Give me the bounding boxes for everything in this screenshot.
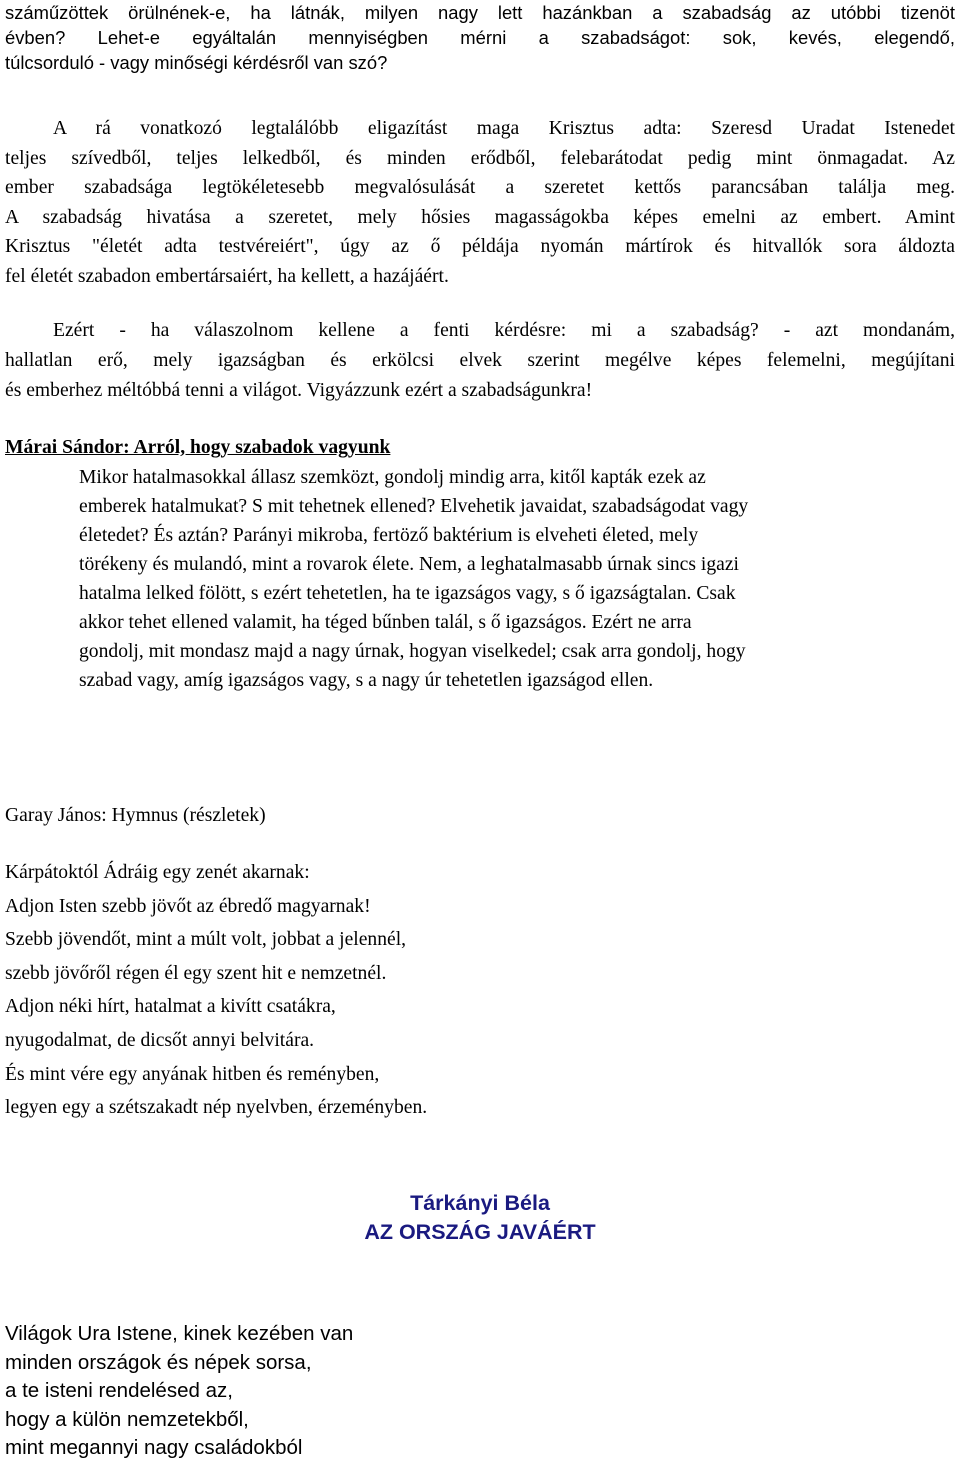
paragraph-line: hallatlan erő, mely igazságban és erkölcsi elvek szerint megélve képes felemelni, megújítani <box>5 350 955 371</box>
quote-line: törékeny és mulandó, mint a rovarok élete. Nem, a leghatalmasabb úrnak sincs igazi <box>79 554 739 575</box>
tarkanyi-title <box>0 1189 960 1247</box>
quote-line: szabad vagy, amíg igazságos vagy, s a nagy úr tehetetlen igazságod ellen. <box>79 670 654 691</box>
poem-line: És mint vére egy anyának hitben és reményben, <box>5 1063 380 1085</box>
garay-heading: Garay János: Hymnus (részletek) <box>5 805 266 826</box>
prayer-line: Világok Ura Istene, kinek kezében van <box>5 1322 354 1345</box>
prayer-line: hogy a külön nemzetekből, <box>5 1407 249 1431</box>
intro-line: száműzöttek örülnének-e, ha látnák, milyen nagy lett hazánkban a szabadság az utóbbi tizenöt <box>5 2 955 23</box>
prayer-line: minden országok és népek sorsa, <box>5 1350 312 1374</box>
paragraph-line: ember szabadsága legtökéletesebb megvalósulását a szeretet kettős parancsában találja meg. <box>5 177 955 198</box>
tarkanyi-author: Tárkányi Béla <box>410 1191 550 1215</box>
quote-line: hatalma lelked fölött, s ezért tehetetlen, ha te igazságos vagy, s ő igazságtalan. Csak <box>79 583 736 604</box>
poem-line: szebb jövőről régen él egy szent hit e nemzetnél. <box>5 962 387 984</box>
quote-line: gondolj, mit mondasz majd a nagy úrnak, hogyan viselkedel; csak arra gondolj, hogy <box>79 641 746 662</box>
poem-line: Szebb jövendőt, mint a múlt volt, jobbat a jelennél, <box>5 929 407 951</box>
paragraph-ezert <box>5 316 955 406</box>
poem-line: Adjon Isten szebb jövőt az ébredő magyarnak! <box>5 895 371 917</box>
quote-line: akkor tehet ellened valamit, ha téged bűnben talál, s ő igazságos. Ezért ne arra <box>79 612 692 633</box>
poem-line: Kárpátoktól Ádráig egy zenét akarnak: <box>5 862 310 883</box>
poem-line: nyugodalmat, de dicsőt annyi belvitára. <box>5 1029 315 1051</box>
quote-line: Mikor hatalmasokkal állasz szemközt, gondolj mindig arra, kitől kapták ezek az <box>79 467 706 488</box>
paragraph-krisztus <box>5 114 955 291</box>
paragraph-line: A rá vonatkozó legtalálóbb eligazítást maga Krisztus adta: Szeresd Uradat Istenedet <box>53 118 955 139</box>
garay-poem <box>5 856 955 1125</box>
prayer-line: mint megannyi nagy családokból <box>5 1436 303 1460</box>
tarkanyi-title-text: AZ ORSZÁG JAVÁÉRT <box>364 1220 596 1244</box>
marai-heading: Márai Sándor: Arról, hogy szabadok vagyunk <box>5 437 391 458</box>
quote-line: életedet? És aztán? Parányi mikroba, fertöző baktérium is elveheti életed, mely <box>79 525 699 546</box>
paragraph-line: és emberhez méltóbbá tenni a világot. Vigyázzunk ezért a szabadságunkra! <box>5 380 593 401</box>
paragraph-line: Krisztus "életét adta testvéreiért", úgy az ő példája nyomán mártírok és hitvallók sora áldozta <box>5 236 955 257</box>
paragraph-line: fel életét szabadon embertársaiért, ha kellett, a hazájáért. <box>5 265 449 287</box>
paragraph-line: Ezért - ha válaszolnom kellene a fenti kérdésre: mi a szabadság? - azt mondanám, <box>53 320 955 341</box>
intro-paragraph <box>5 0 955 75</box>
quote-line: emberek hatalmukat? S mit tehetnek ellened? Elvehetik javaidat, szabadságodat vagy <box>79 496 749 517</box>
paragraph-line: A szabadság hivatása a szeretet, mely hősies magasságokba képes emelni az embert. Amint <box>5 206 955 228</box>
paragraph-line: teljes szívedből, teljes lelkedből, és minden erődből, felebarátodat pedig mint önmagadat. Az <box>5 147 955 169</box>
intro-line: túlcsorduló - vagy minőségi kérdésről van szó? <box>5 52 388 73</box>
marai-quote <box>79 463 929 695</box>
poem-line: legyen egy a szétszakadt nép nyelvben, érzeményben. <box>5 1097 428 1119</box>
intro-line: évben? Lehet-e egyáltalán mennyiségben mérni a szabadságot: sok, kevés, elegendő, <box>5 27 955 48</box>
tarkanyi-prayer <box>5 1320 955 1463</box>
poem-line: Adjon néki hírt, hatalmat a kivítt csatákra, <box>5 996 336 1018</box>
prayer-line: a te isteni rendelésed az, <box>5 1379 233 1403</box>
